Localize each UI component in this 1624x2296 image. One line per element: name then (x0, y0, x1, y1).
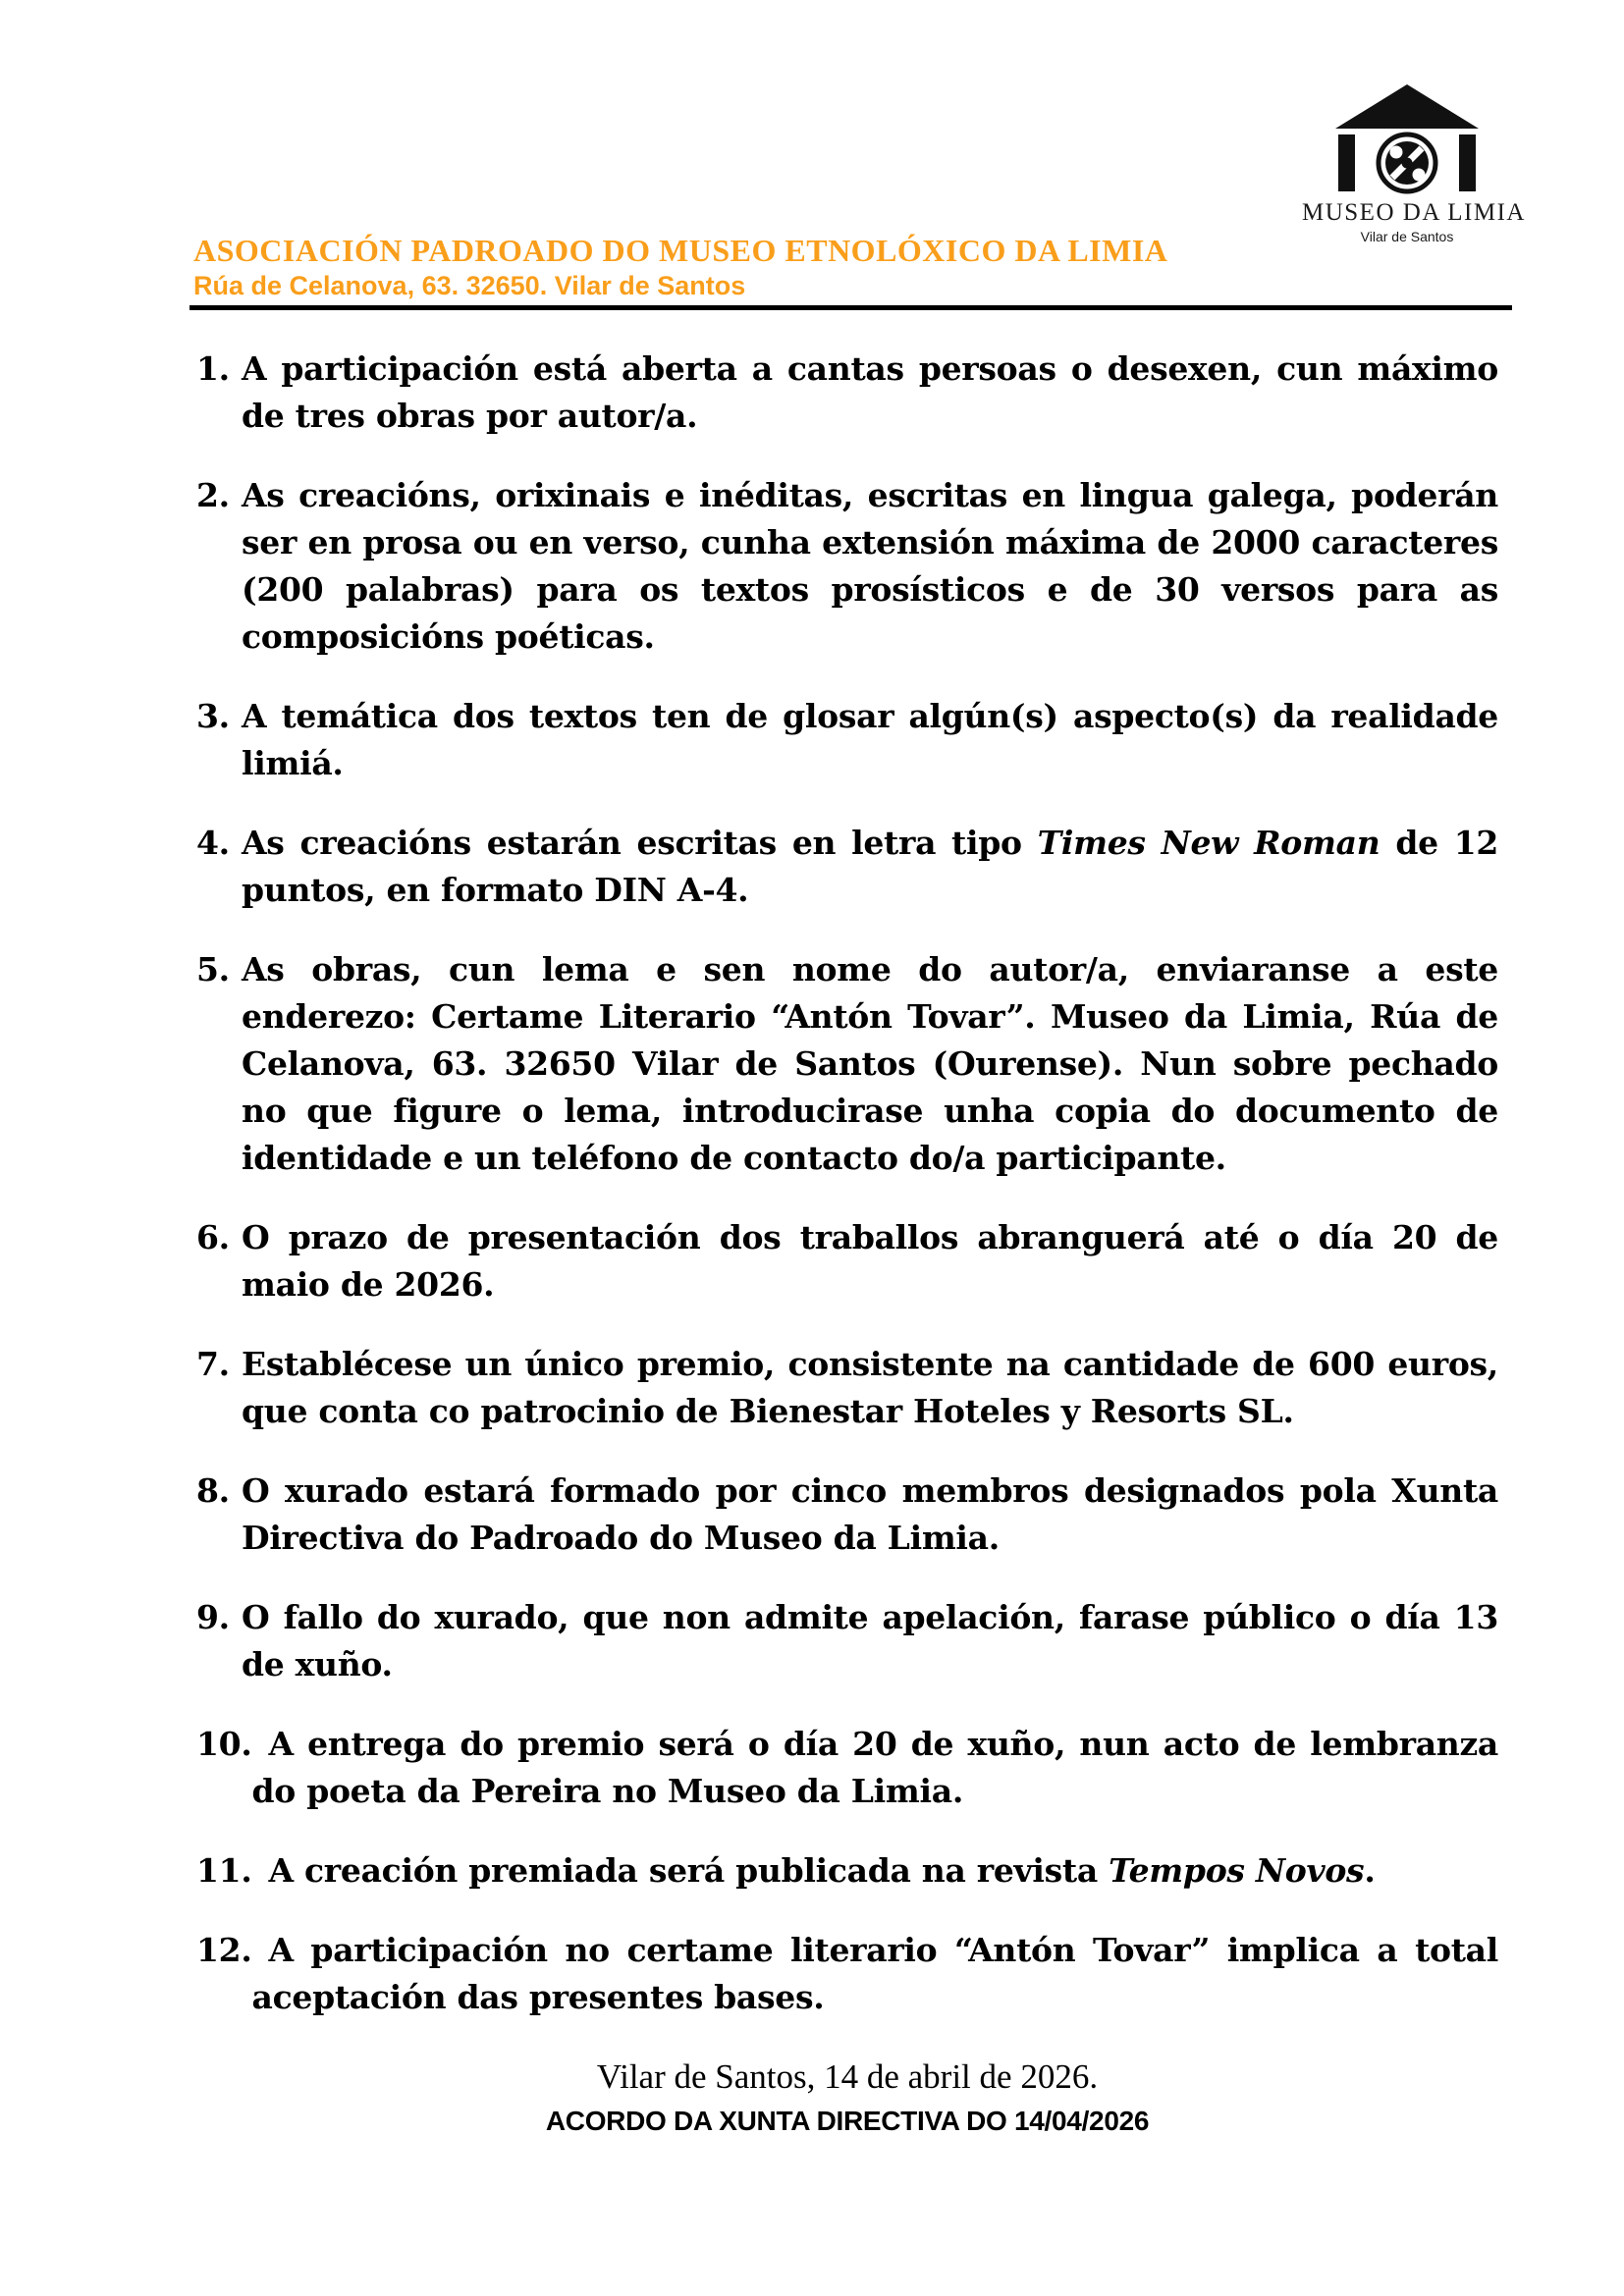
museo-logo (1302, 84, 1526, 244)
rule-number: 6. (196, 1218, 230, 1256)
org-header (193, 232, 1516, 301)
rule-item-11 (196, 1847, 1498, 1895)
logo-subtitle: Vilar de Santos (1360, 229, 1454, 244)
org-name: ASOCIACIÓN PADROADO DO MUSEO ETNOLÓXICO DA LIMIA (193, 233, 1168, 268)
rule-number: 3. (196, 697, 230, 735)
rule-number: 4. (196, 824, 230, 862)
rule-text: A participación no certame literario “Antón Tovar” implica a total aceptación das presentes bases. (251, 1931, 1498, 2016)
rule-item-12 (196, 1927, 1498, 2021)
rule-text: A entrega do premio será o día 20 de xuño, nun acto de lembranza do poeta da Pereira no Museo da Limia. (251, 1725, 1498, 1810)
rule-item-8 (196, 1468, 1498, 1562)
museo-house-millstone-icon (1333, 84, 1481, 194)
rule-text: O prazo de presentación dos traballos abranguerá até o día 20 de maio de 2026. (242, 1218, 1498, 1304)
rule-item-3 (196, 693, 1498, 787)
rule-number: 12. (196, 1931, 252, 1969)
date-line: Vilar de Santos, 14 de abril de 2026. (596, 2057, 1099, 2096)
rule-item-7 (196, 1341, 1498, 1435)
rule-text: Establécese un único premio, consistente na cantidade de 600 euros, que conta co patrocinio de Bienestar Hoteles y Resorts SL. (242, 1345, 1498, 1430)
rule-text: A participación está aberta a cantas persoas o desexen, cun máximo de tres obras por autor/a. (242, 349, 1498, 435)
rule-item-4 (196, 820, 1498, 914)
rule-text: O xurado estará formado por cinco membros designados pola Xunta Directiva do Padroado do Museo da Limia. (242, 1471, 1498, 1557)
acordo-line: ACORDO DA XUNTA DIRECTIVA DO 14/04/2026 (545, 2106, 1150, 2136)
rule-number: 10. (196, 1725, 252, 1763)
rule-number: 2. (196, 476, 230, 514)
rule-number: 7. (196, 1345, 230, 1383)
rule-number: 11. (196, 1851, 252, 1890)
logo-title: MUSEO DA LIMIA (1302, 199, 1526, 226)
rule-item-9 (196, 1594, 1498, 1688)
rule-number: 5. (196, 950, 230, 988)
rules-list (196, 346, 1498, 2054)
rule-item-5 (196, 946, 1498, 1182)
doc-footer (196, 2056, 1498, 2138)
rule-text: O fallo do xurado, que non admite apelación, farase público o día 13 de xuño. (242, 1598, 1498, 1683)
rule-item-1 (196, 346, 1498, 440)
rule-item-2 (196, 472, 1498, 661)
header-divider (189, 305, 1512, 310)
rule-number: 9. (196, 1598, 230, 1636)
rule-item-6 (196, 1214, 1498, 1308)
rule-item-10 (196, 1721, 1498, 1815)
rule-text: A creación premiada será publicada na revista Tempos Novos. (268, 1851, 1376, 1890)
rule-text: As creacións estarán escritas en letra tipo Times New Roman de 12 puntos, en formato DIN A-4. (242, 824, 1499, 909)
rule-text: As obras, cun lema e sen nome do autor/a, enviaranse a este enderezo: Certame Literario “Antón Tovar”. Museo da Limia, Rúa de Celanova, 63. 32650 Vilar de Santos (Ourense). Nun sobre pechado no que figure o lema, introducirase unha copia do documento de identidade e un teléfono de contacto do/a participante. (242, 950, 1498, 1177)
rule-text: A temática dos textos ten de glosar algún(s) aspecto(s) da realidade limiá. (242, 697, 1498, 782)
rule-number: 1. (196, 349, 230, 388)
rule-number: 8. (196, 1471, 230, 1510)
org-address: Rúa de Celanova, 63. 32650. Vilar de Santos (193, 271, 746, 300)
rule-text: As creacións, orixinais e inéditas, escritas en lingua galega, poderán ser en prosa ou en verso, cunha extensión máxima de 2000 caracteres (200 palabras) para os textos prosísticos e de 30 versos para as composicións poéticas. (242, 476, 1498, 656)
